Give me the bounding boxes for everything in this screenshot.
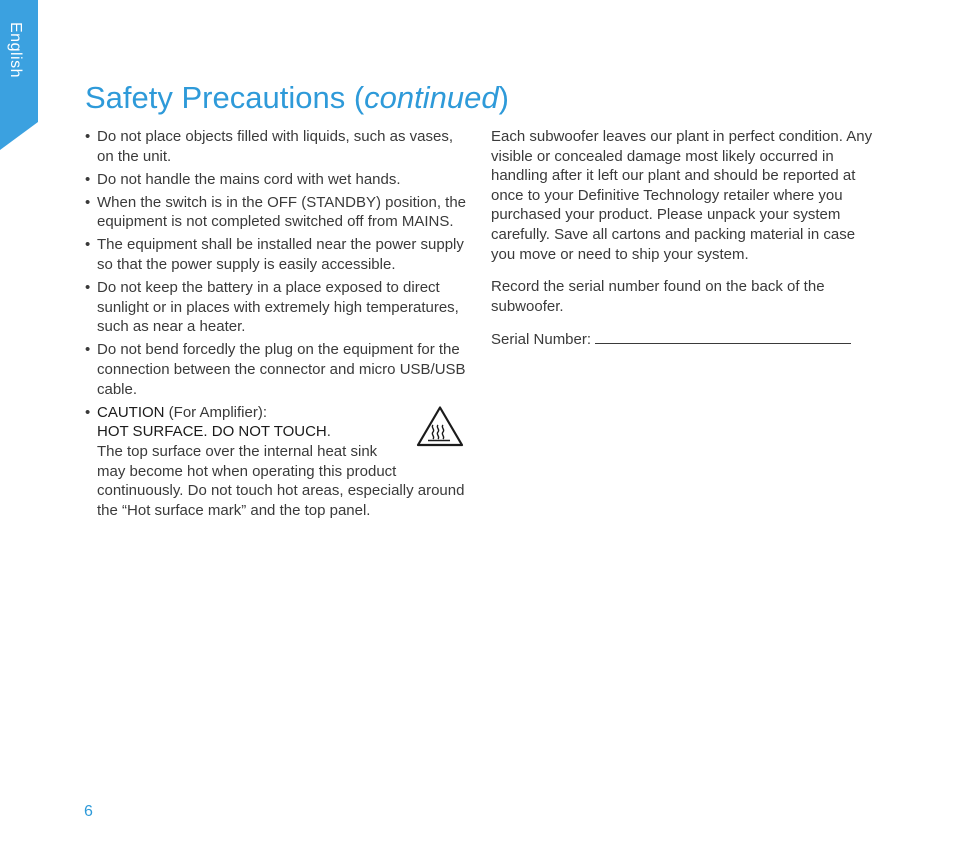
bullet-dot: • bbox=[85, 236, 91, 254]
left-column bbox=[85, 127, 467, 524]
bullet-dot: • bbox=[85, 193, 91, 211]
list-item bbox=[85, 340, 467, 399]
list-item bbox=[85, 170, 467, 190]
list-item-text: Do not bend forcedly the plug on the equipment for the connection between the connector and micro USB/USB cable. bbox=[97, 341, 466, 398]
page-title bbox=[85, 78, 509, 118]
bullet-dot: • bbox=[85, 279, 91, 297]
serial-number-row bbox=[491, 329, 876, 350]
hot-surface-warning: HOT SURFACE. DO NOT TOUCH bbox=[97, 423, 327, 441]
serial-instruction: Record the serial number found on the back of the subwoofer. bbox=[491, 278, 825, 315]
list-item bbox=[85, 278, 467, 337]
caution-line-1: The top surface over the internal heat sink bbox=[97, 442, 378, 460]
title-italic: continued bbox=[364, 80, 499, 115]
list-item-text: Do not keep the battery in a place exposed to direct sunlight or in places with extremely high temperatures, such as near a heater. bbox=[97, 279, 459, 336]
list-item bbox=[85, 193, 467, 232]
title-main: Safety Precautions ( bbox=[85, 80, 365, 115]
precautions-list bbox=[85, 127, 467, 520]
language-tab bbox=[0, 0, 38, 150]
caution-item bbox=[85, 403, 467, 521]
caution-text: may become hot when operating this product continuously. Do not touch hot areas, especially around the “Hot surface mark” and the top panel. bbox=[97, 462, 465, 519]
title-close: ) bbox=[498, 80, 509, 115]
bullet-dot: • bbox=[85, 403, 91, 421]
hot-surface-period: . bbox=[326, 423, 331, 441]
language-label: English bbox=[7, 22, 24, 78]
hot-surface-warning-icon bbox=[416, 405, 464, 447]
list-item-text: When the switch is in the OFF (STANDBY) position, the equipment is not completed switched off from MAINS. bbox=[97, 193, 467, 231]
list-item-text: Do not handle the mains cord with wet hands. bbox=[97, 170, 401, 188]
caution-label: CAUTION bbox=[97, 403, 165, 421]
serial-number-label: Serial Number: bbox=[491, 331, 596, 349]
damage-paragraph: Each subwoofer leaves our plant in perfect condition. Any visible or concealed damage most likely occurred in handling after it left our plant and should be reported at once to your Definitive Technology retailer where you purchased your product. Please unpack your system carefully. Save all cartons and packing material in case you move or need to ship your system. bbox=[491, 128, 873, 263]
bullet-dot: • bbox=[85, 170, 91, 188]
list-item bbox=[85, 235, 467, 274]
list-item-text: The equipment shall be installed near the power supply so that the power supply is easily accessible. bbox=[97, 236, 464, 274]
list-item bbox=[85, 127, 467, 166]
list-item-text: Do not place objects filled with liquids, such as vases, on the unit. bbox=[97, 128, 454, 165]
bullet-dot: • bbox=[85, 128, 91, 145]
right-column bbox=[491, 127, 876, 363]
bullet-dot: • bbox=[85, 341, 91, 359]
serial-number-blank bbox=[595, 329, 851, 344]
caution-qualifier: (For Amplifier): bbox=[164, 403, 268, 421]
page-number: 6 bbox=[84, 803, 93, 820]
